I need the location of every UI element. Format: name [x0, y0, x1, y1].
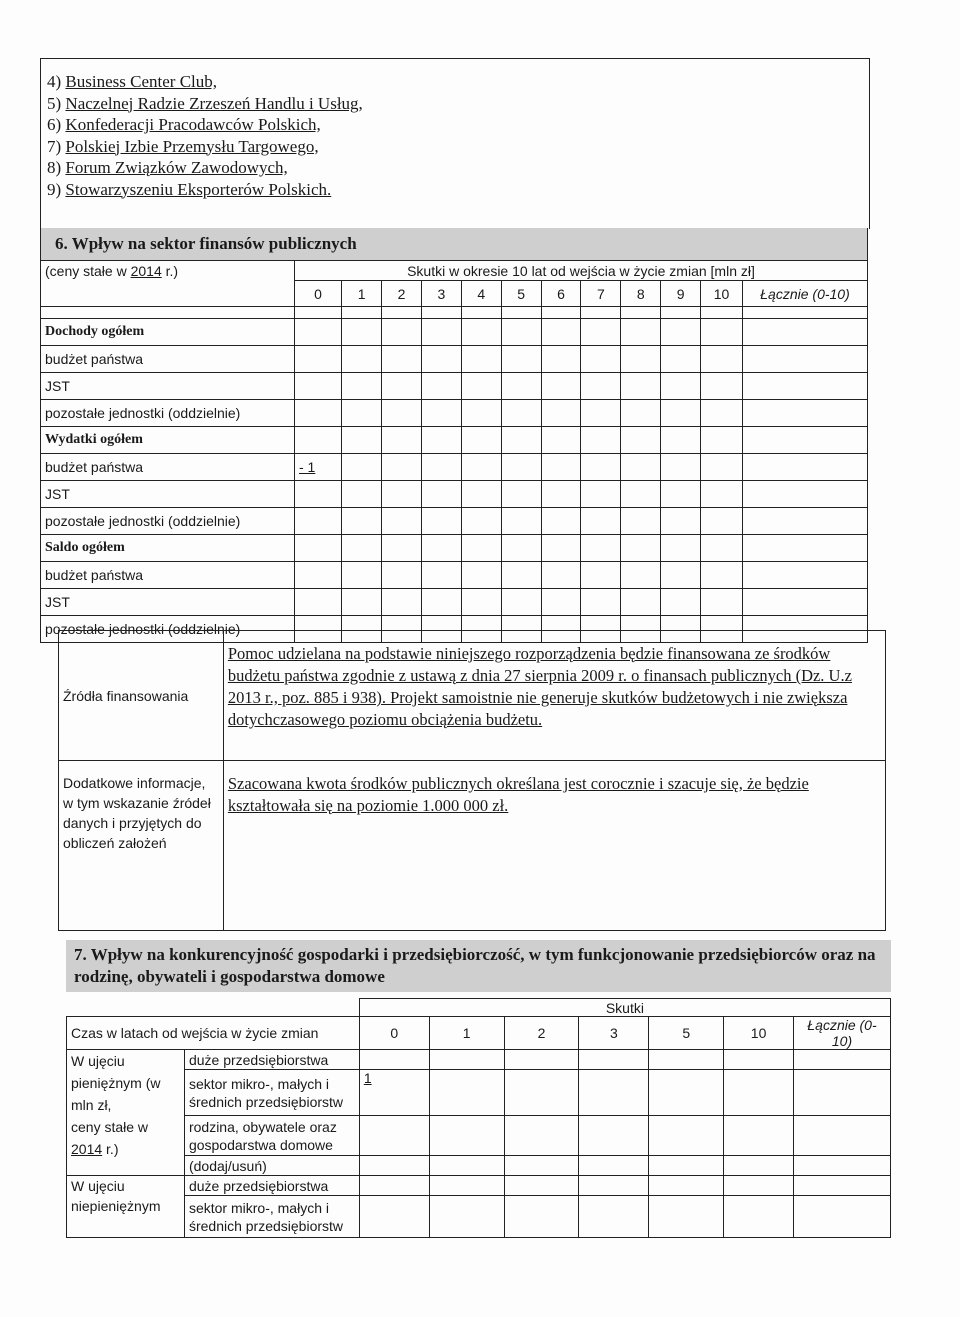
year-header: 0	[294, 281, 341, 307]
row-label: budżet państwa	[41, 562, 295, 589]
row-label: Wydatki ogółem	[41, 427, 295, 454]
table-row	[41, 427, 868, 454]
year-header: 5	[501, 281, 541, 307]
row-label: Saldo ogółem	[41, 535, 295, 562]
row-label: JST	[41, 373, 295, 400]
year-header: 7	[581, 281, 621, 307]
table-row	[41, 319, 868, 346]
value-cell: 1	[359, 1070, 429, 1116]
additional-info-text: Szacowana kwota środków publicznych określana jest corocznie i szacuje się, że będzie kształtowała się na poziomie 1.000 000 zł.	[223, 761, 885, 931]
row-label: budżet państwa	[41, 454, 295, 481]
table-row	[41, 535, 868, 562]
row-label: JST	[41, 589, 295, 616]
year-header: 1	[342, 281, 382, 307]
section-6-title: 6. Wpływ na sektor finansów publicznych	[40, 228, 868, 260]
row-label: (dodaj/usuń)	[184, 1156, 359, 1176]
table-row	[41, 400, 868, 427]
year-header: 3	[579, 1017, 649, 1050]
row-label: pozostałe jednostki (oddzielnie)	[41, 400, 295, 427]
year-header: 5	[649, 1017, 724, 1050]
row-label: JST	[41, 481, 295, 508]
value-cell	[294, 373, 341, 400]
section-7-title: 7. Wpływ na konkurencyjność gospodarki i przedsiębiorczość, w tym funkcjonowanie przedsiębiorców oraz na rodzinę, obywateli i gospodarstwa domowe	[66, 940, 891, 992]
year-header: 10	[701, 281, 743, 307]
list-item: 7) Polskiej Izbie Przemysłu Targowego,	[47, 136, 319, 156]
row-label: pozostałe jednostki (oddzielnie)	[41, 508, 295, 535]
row-label: Dochody ogółem	[41, 319, 295, 346]
price-basis-label: (ceny stałe w 2014 r.)	[41, 261, 295, 307]
year-header: 6	[541, 281, 581, 307]
row-label: duże przedsiębiorstwa	[184, 1176, 359, 1196]
value-cell	[294, 400, 341, 427]
monetary-label: W ujęciu pieniężnym (w mln zł, ceny stałe w 2014 r.)	[67, 1050, 185, 1176]
time-label: Czas w latach od wejścia w życie zmian	[67, 1017, 360, 1050]
nonmonetary-label: W ujęciu niepieniężnym	[67, 1176, 185, 1238]
row-label: sektor mikro-, małych i średnich przedsiębiorstw	[184, 1196, 359, 1238]
year-header: 8	[621, 281, 661, 307]
sources-label: Źródła finansowania	[59, 631, 224, 761]
public-finance-table	[40, 260, 868, 643]
year-header: 0	[359, 1017, 429, 1050]
row-label: sektor mikro-, małych i średnich przedsiębiorstw	[184, 1070, 359, 1116]
table-row	[41, 481, 868, 508]
list-item: 5) Naczelnej Radzie Zrzeszeń Handlu i Usług,	[47, 93, 363, 113]
sources-text: Pomoc udzielana na podstawie niniejszego rozporządzenia będzie finansowana ze środków budżetu państwa zgodnie z ustawą z dnia 27 sierpnia 2009 r. o finansach publicznych (Dz. U.z 2013 r., poz. 885 i 938). Projekt samoistnie nie generuje skutków budżetowych i nie zwiększa dotychczasowego poziomu obciążenia budżetu.	[223, 631, 885, 761]
row-label: budżet państwa	[41, 346, 295, 373]
row-label: duże przedsiębiorstwa	[184, 1050, 359, 1070]
value-cell	[294, 481, 341, 508]
table-row	[41, 346, 868, 373]
table-row	[41, 373, 868, 400]
year-header: 2	[504, 1017, 579, 1050]
list-item: 4) Business Center Club,	[47, 72, 218, 91]
value-cell	[294, 535, 341, 562]
row-label: rodzina, obywatele oraz gospodarstwa domowe	[184, 1116, 359, 1156]
year-header: 4	[461, 281, 501, 307]
additional-info-label: Dodatkowe informacje, w tym wskazanie źródeł danych i przyjętych do obliczeń założeń	[59, 761, 224, 931]
competitiveness-table	[66, 998, 891, 1238]
total-header: Łącznie (0-10)	[743, 281, 868, 307]
sources-table	[58, 630, 886, 931]
value-cell	[294, 589, 341, 616]
year-header: 10	[724, 1017, 794, 1050]
value-cell	[294, 319, 341, 346]
year-header: 3	[421, 281, 461, 307]
list-item: 6) Konfederacji Pracodawców Polskich,	[47, 115, 321, 134]
year-header: 9	[661, 281, 701, 307]
table-row	[41, 508, 868, 535]
effects-label: Skutki	[359, 999, 890, 1017]
value-cell	[294, 346, 341, 373]
value-cell: - 1	[294, 454, 341, 481]
row-label: pozostałe jednostki (oddzielnie)	[41, 616, 295, 643]
year-header: 1	[429, 1017, 504, 1050]
organizations-list	[40, 58, 870, 229]
total-header: Łącznie (0-10)	[794, 1017, 891, 1050]
value-cell	[294, 427, 341, 454]
table-row	[41, 562, 868, 589]
list-item: 8) Forum Związków Zawodowych,	[47, 158, 288, 177]
effects-header: Skutki w okresie 10 lat od wejścia w życie zmian [mln zł]	[294, 261, 867, 281]
value-cell	[294, 562, 341, 589]
table-row	[41, 454, 868, 481]
table-row	[41, 589, 868, 616]
year-header: 2	[382, 281, 422, 307]
list-item: 9) Stowarzyszeniu Eksporterów Polskich.	[47, 179, 332, 199]
value-cell	[294, 508, 341, 535]
